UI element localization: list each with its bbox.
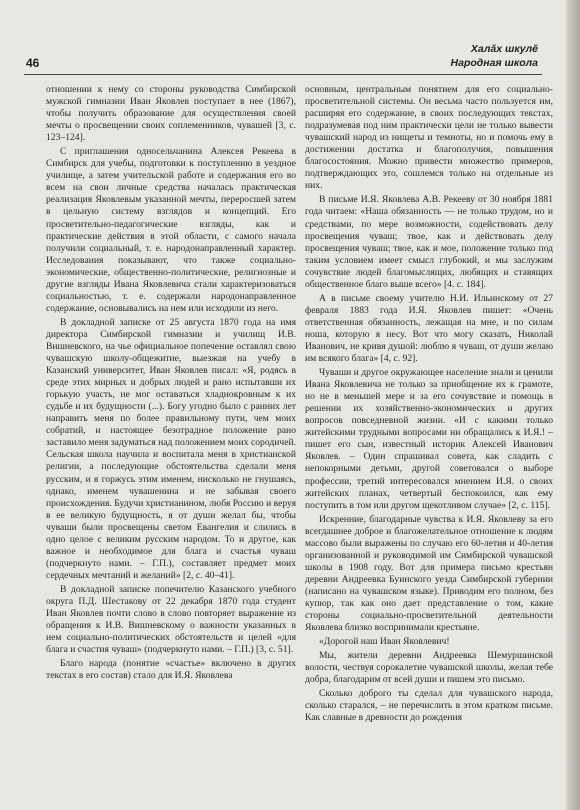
paragraph: Искренние, благодарные чувства к И.Я. Яковлеву за его всегдашнее доброе и благожелательное отношение к людям массово были выражены по случаю его 60-летия и 40-летия организованной и руководимой им Симбирской чувашской школы в 1908 году. Вот для примера письмо крестьян деревни Андреевка Буинского уезда Симбирской губернии (написано на чувашском языке). Приводим его полном, без купюр, так как оно дает представление о том, какие стороны социально-просветительной деятельности Яковлева близко воспринимали крестьяне. [305, 513, 553, 634]
paragraph: В докладной записке от 25 августа 1870 года на имя директора Симбирской гимназии и училищ И.В. Вишневского, на чье официальное попечение оставлял свою чувашскую школу-общежитие, выезжая на учебу в Казанский университет, Иван Яковлев писал: «Я, родясь в среде этих мирных и добрых людей и рано испытавши их горькую участь, не мог оставаться хладнокровным к их судьбе и их будущности (...). Богу угодно было с ранних лет направить меня по более правильному пути, чем моих собратий, и настоящее безотрадное положение рано заставило меня задуматься над положением моих сородичей. Сельская школа научила и воспитала меня в христианской религии, а последующие обстоятельства сделали меня русским, и я горжусь этим именем, нисколько не гнушаясь, однако, именем чувашенина и не забывая своего происхождения. Будучи христианином, любя Россию и веруя в ее великую будущность, я от души желал бы, чтобы чуваши были просвещены светом Евангелия и слились в одно целое с великим русским народом. То и другое, как важное и необходимое для блага и счастья чуваш (подчеркнуто нами. – Г.П.), составляет предмет моих сердечных мечтаний и желаний» [2, с. 40–41]. [46, 316, 296, 581]
paragraph: отношении к нему со стороны руководства Симбирской мужской гимназии Иван Яковлев поступает в нее (1867), чтобы получить образование для осуществления своей мечты о просвещении своих соплеменников, чувашей [3, с. 123–124]. [46, 84, 296, 144]
paragraph: Благо народа (понятие «счастье» включено в других текстах в его состав) стало для И.Я. Яковлева [46, 658, 296, 682]
page-number: 46 [26, 56, 40, 70]
paragraph: «Дорогой наш Иван Яковлевич! [319, 636, 450, 648]
running-head-chuvash: Халăх шкулĕ [470, 43, 538, 55]
paragraph: основным, центральным понятием для его социально-просветительной системы. Он весьма часто пользуется им, расширяя его содержание, в своих последующих текстах, подразумевая под ним практически цели не только вывести чувашский народ из нищеты и темноты, но и помочь ему в достижении достатка и благополучия, повышения благосостояния. Можно привести множество примеров, подтверждающих это, сошлемся только на отдельные из них. [305, 84, 553, 192]
right-column [305, 84, 553, 726]
header-rule [24, 74, 542, 75]
paragraph: Чуваши и другое окружающее население знали и ценили Ивана Яковлевича не только за приобщение их к грамоте, но не в меньшей мере и за его сочувствие и помощь в решении их хозяйственно-экономических и других вопросов повседневной жизни. «И с какими только житейскими трудными вопросами ни обращались к И.Я.! – пишет его сын, известный историк Алексей Иванович Яковлев. – Один спрашивал совета, как сладить с непокорными детьми, другой советовался о выборе профессии, третий интересовался мнением И.Я. о своих житейских планах, четвертый беспокоился, как ему поступить в том или другом щекотливом случае» [2, с. 115]. [305, 367, 553, 511]
paragraph: В письме И.Я. Яковлева А.В. Рекееву от 30 ноября 1881 года читаем: «Наша обязанность — не только трудом, но и средствами, по мере возможности, содействовать делу просвещения чуваш; твое, как и действовать делу просвещения чуваш; твое, как и мое, положение только под таким условием имеет смысл глубокий, и мы заслужим сочувствие людей благомыслящих, любящих и ставящих общественное благо выше всего» [4. с. 184]. [305, 194, 553, 290]
paragraph: А в письме своему учителю Н.И. Ильинскому от 27 февраля 1883 года И.Я. Яковлев пишет: «Очень ответственная обязанность, лежащая на мне, и по силам ноша, которую я несу. Вот что могу сказать, Николай Иванович, не кривя душой: люблю я чуваш, от души желаю им всякого блага» [4, с. 92]. [305, 292, 553, 365]
running-head-russian: Народная школа [450, 57, 538, 69]
left-column [46, 84, 296, 684]
page-edge-shadow [566, 0, 580, 810]
paragraph: В докладной записке попечителю Казанского учебного округа П.Д. Шестакову от 22 декабря 1870 года студент Иван Яковлев почти слово в слово повторяет выражение из обращения к И.В. Вишневскому о важности указанных в нем социально-политических обстоятельств и целей «для блага и счастия чуваш» (подчеркнуто нами. – Г.П.) [3, с. 51]. [46, 583, 296, 656]
paragraph: Сколько доброго ты сделал для чувашского народа, сколько старался, – не перечислить в этом кратком письме. Как славные в древности до рождения [305, 688, 553, 724]
paragraph: Мы, жители деревни Андреевка Шемуршинской волости, чествуя сорокалетие чувашской школы, желая тебе добра, благодарим от всей души и пишем это письмо. [305, 650, 553, 686]
paragraph: С приглашения односельчанина Алексея Рекеева в Симбирск для учебы, подготовки к поступлению в уездное училище, а затем учительской работе и содержания его во всем на свои личные средства началась практическая реализация Яковлевым указанной мечты, переросшей затем в цельную систему взглядов и концепций. Его просветительно-педагогические взгляды, как и практические действия в этой области, с самого начала получили социальный, т. е. народонаправленный характер. Исследования показывают, что также социально-экономические, общественно-политические, религиозные и другие взгляды Ивана Яковлевича стали характеризоваться социальностью, т. е. содержали народонаправленное содержание, основывались на нем или исходили из него. [46, 146, 296, 314]
running-head [451, 42, 538, 70]
